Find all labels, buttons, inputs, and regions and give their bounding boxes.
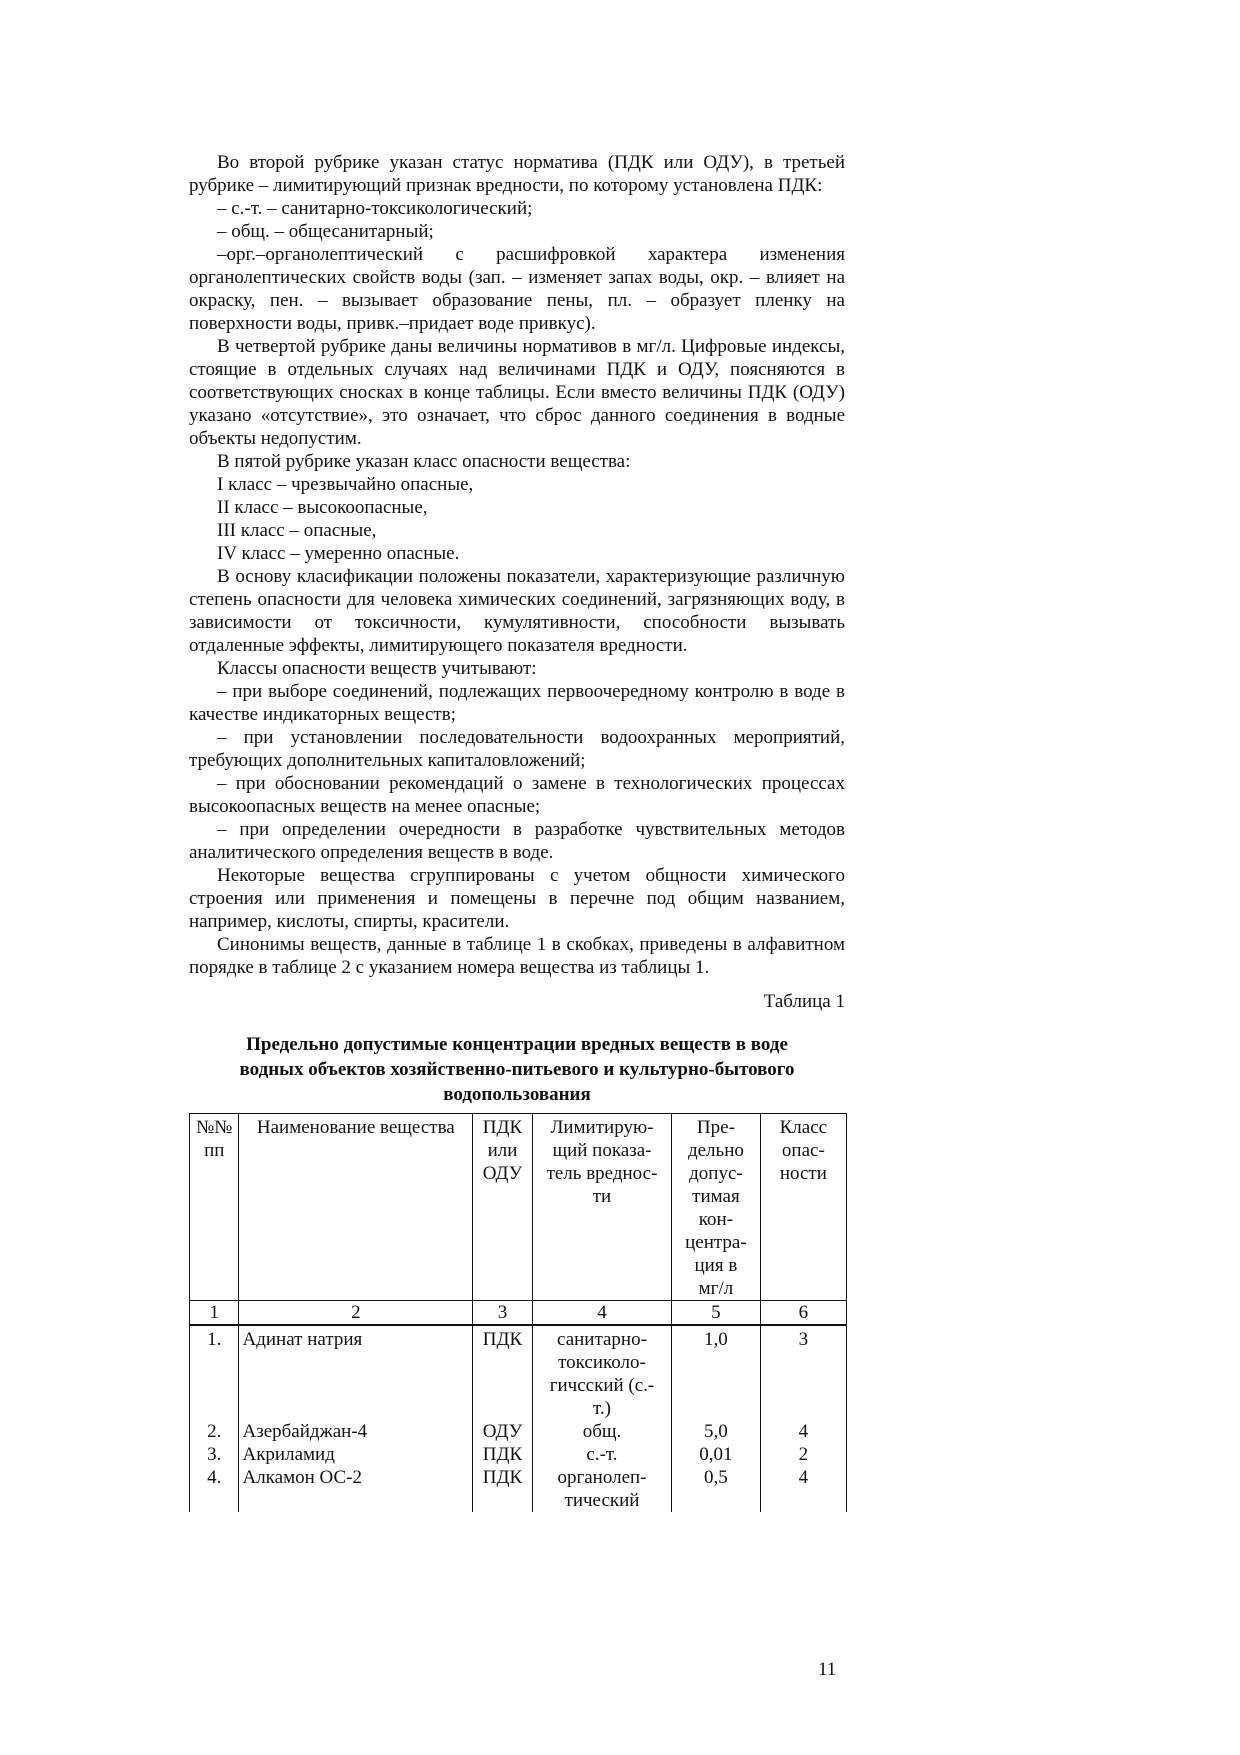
pdk-table <box>189 1113 847 1512</box>
list-item: – при обосновании рекомендаций о замене в технологических процессах высокоопасных веществ на менее опасные; <box>189 773 845 817</box>
list-item: – при установлении последовательности водоохранных мероприятий, требующих дополнительных капиталовложений; <box>189 727 845 771</box>
cell-hazard-class: 4 <box>760 1420 846 1443</box>
column-number: 5 <box>672 1301 761 1326</box>
column-number: 3 <box>473 1301 533 1326</box>
cell-number: 4. <box>190 1466 239 1512</box>
cell-concentration: 0,01 <box>672 1443 761 1466</box>
cell-status: ОДУ <box>473 1420 533 1443</box>
header-cell-hazard-class: Класс опас- ности <box>760 1114 846 1301</box>
table-title <box>213 1032 821 1107</box>
cell-concentration: 0,5 <box>672 1466 761 1512</box>
header-cell-concentration: Пре- дельно допус- тимая кон- центра- ция в мг/л <box>672 1114 761 1301</box>
table-title-line: Предельно допустимые концентрации вредных веществ в воде <box>246 1034 788 1055</box>
table-title-line: водных объектов хозяйственно-питьевого и культурно-бытового <box>239 1059 795 1080</box>
list-item: – при определении очередности в разработке чувствительных методов аналитического определения веществ в воде. <box>189 819 845 863</box>
list-item: – при выборе соединений, подлежащих первоочередному контролю в воде в качестве индикаторных веществ; <box>189 681 845 725</box>
table-row <box>190 1443 847 1466</box>
column-number: 2 <box>239 1301 473 1326</box>
header-cell-number: №№ пп <box>190 1114 239 1301</box>
cell-limiting-sign: санитарно- токсиколо- гичсский (с.- т.) <box>532 1325 671 1420</box>
list-item: –орг.–органолептический с расшифровкой характера изменения органолептических свойств воды (зап. – изменяет запах воды, окр. – влияет на окраску, пен. – вызывает образование пены, пл. – образует пленку на поверхности воды, привк.–придает воде привкус). <box>189 244 845 334</box>
paragraph: В основу класификации положены показатели, характеризующие различную степень опасности для человека химических соединений, загрязняющих воду, в зависимости от токсичности, кумулятивности, способности вызывать отдаленные эффекты, лимитирующего показателя вредности. <box>189 566 845 656</box>
list-item: III класс – опасные, <box>217 520 377 541</box>
cell-substance: Алкамон ОС-2 <box>239 1466 473 1512</box>
body-text <box>189 151 845 979</box>
cell-limiting-sign: органолеп- тический <box>532 1466 671 1512</box>
list-item: – с.-т. – санитарно-токсикологический; <box>217 198 533 219</box>
cell-number: 1. <box>190 1325 239 1420</box>
cell-hazard-class: 2 <box>760 1443 846 1466</box>
cell-substance: Азербайджан-4 <box>239 1420 473 1443</box>
column-number-row <box>190 1301 847 1326</box>
cell-hazard-class: 3 <box>760 1325 846 1420</box>
cell-concentration: 1,0 <box>672 1325 761 1420</box>
paragraph: В пятой рубрике указан класс опасности вещества: <box>217 451 631 472</box>
cell-limiting-sign: с.-т. <box>532 1443 671 1466</box>
list-item: IV класс – умеренно опасные. <box>217 543 460 564</box>
cell-number: 3. <box>190 1443 239 1466</box>
cell-substance: Адинат натрия <box>239 1325 473 1420</box>
paragraph: Классы опасности веществ учитывают: <box>217 658 537 679</box>
page-number: 11 <box>818 1659 837 1680</box>
header-cell-substance: Наименование вещества <box>239 1114 473 1301</box>
cell-hazard-class: 4 <box>760 1466 846 1512</box>
cell-concentration: 5,0 <box>672 1420 761 1443</box>
table-row <box>190 1325 847 1420</box>
paragraph: Синонимы веществ, данные в таблице 1 в скобках, приведены в алфавитном порядке в таблице 2 с указанием номера вещества из таблицы 1. <box>189 934 845 978</box>
list-item: – общ. – общесанитарный; <box>217 221 434 242</box>
cell-limiting-sign: общ. <box>532 1420 671 1443</box>
paragraph: Во второй рубрике указан статус норматива (ПДК или ОДУ), в третьей рубрике – лимитирующий признак вредности, по которому установлена ПДК: <box>189 152 845 196</box>
table-row <box>190 1466 847 1512</box>
table-title-line: водопользования <box>443 1084 591 1105</box>
column-number: 1 <box>190 1301 239 1326</box>
column-number: 6 <box>760 1301 846 1326</box>
paragraph: Некоторые вещества сгруппированы с учетом общности химического строения или применения и помещены в перечне под общим названием, например, кислоты, спирты, красители. <box>189 865 845 932</box>
document-page <box>189 151 845 1512</box>
cell-number: 2. <box>190 1420 239 1443</box>
table-row <box>190 1420 847 1443</box>
cell-status: ПДК <box>473 1443 533 1466</box>
cell-status: ПДК <box>473 1466 533 1512</box>
table-header-row <box>190 1114 847 1301</box>
column-number: 4 <box>532 1301 671 1326</box>
table-label: Таблица 1 <box>763 991 845 1012</box>
list-item: I класс – чрезвычайно опасные, <box>217 474 474 495</box>
header-cell-status: ПДК или ОДУ <box>473 1114 533 1301</box>
cell-status: ПДК <box>473 1325 533 1420</box>
header-cell-limiting-sign: Лимитирую- щий показа- тель вреднос- ти <box>532 1114 671 1301</box>
paragraph: В четвертой рубрике даны величины нормативов в мг/л. Цифровые индексы, стоящие в отдельных случаях над величинами ПДК и ОДУ, поясняются в соответствующих сносках в конце таблицы. Если вместо величины ПДК (ОДУ) указано «отсутствие», это означает, что сброс данного соединения в водные объекты недопустим. <box>189 336 845 449</box>
cell-substance: Акриламид <box>239 1443 473 1466</box>
list-item: II класс – высокоопасные, <box>217 497 428 518</box>
